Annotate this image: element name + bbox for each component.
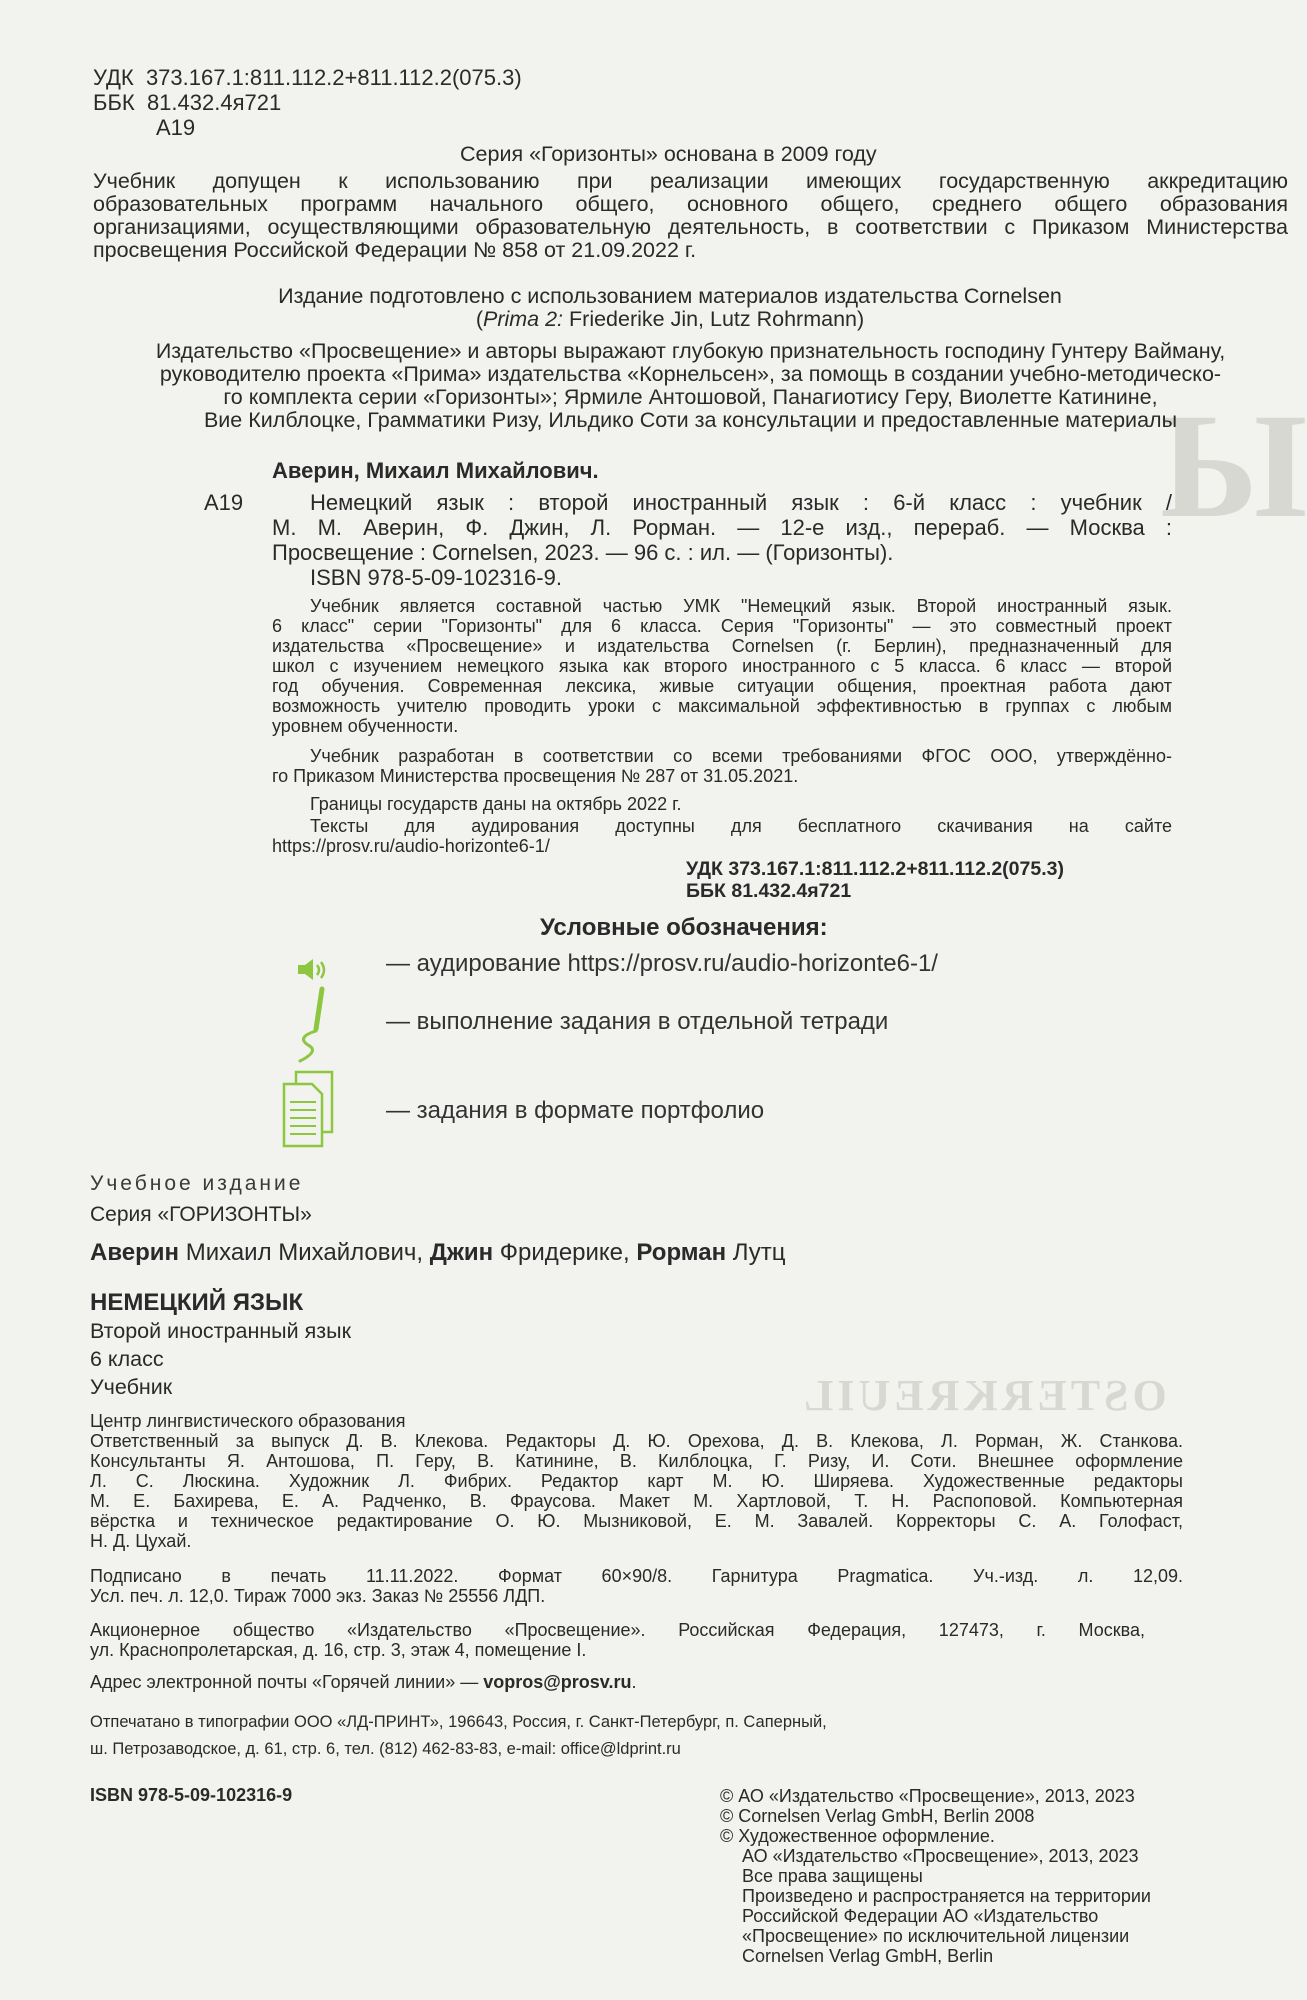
approval-paragraph: Учебник допущен к использованию при реализации имеющих государственную аккредитацию образовательных программ начального общего, основного общего, среднего общего образования организациями, осуществляющими образовательную деятельность, в соответствии с Приказом Министерства просвещения Российской Федерации № 858 от 21.09.2022 г. bbox=[93, 169, 1288, 262]
colophon-type: Учебник bbox=[90, 1375, 173, 1399]
series-note: Серия «Горизонты» основана в 2009 году bbox=[460, 142, 877, 166]
catalog-borders: Границы государств даны на октябрь 2022 г. bbox=[310, 794, 682, 814]
show-through-letter: Ы bbox=[1160, 383, 1307, 549]
cornelsen-note: Издание подготовлено с использованием материалов издательства Cornelsen (Prima 2: Friederike Jin, Lutz Rohrmann) bbox=[278, 284, 1062, 331]
catalog-annotation: Учебник является составной частью УМК "Немецкий язык. Второй иностранный язык. 6 класс" серии "Горизонты" для 6 класса. Серия "Горизонты" — это совместный проект издательства «Просвещение» и издательства Cornelsen (г. Берлин), предназначенный для школ с изучением немецкого языка как второго иностранного с 5 класса. 6 класс — второй год обучения. Современная лексика, живые ситуации общения, проектная работа дают возможность учителю проводить уроки с максимальной эффективностью в группах с любым уровнем обученности. bbox=[272, 596, 1172, 736]
edition-type: Учебное издание bbox=[90, 1172, 304, 1195]
colophon-subtitle: Второй иностранный язык bbox=[90, 1319, 351, 1343]
catalog-entry: Немецкий язык : второй иностранный язык : 6-й класс : учебник / М. М. Аверин, Ф. Джин, Л. Рорман. — 12-е изд., перераб. — Москва : Просвещение : Cornelsen, 2023. — 96 с. : ил. — (Горизонты). ISBN 978-5-09-102316-9. bbox=[272, 490, 1172, 590]
udk-line: УДК 373.167.1:811.112.2+811.112.2(075.3) bbox=[93, 65, 522, 90]
pen-icon bbox=[286, 985, 346, 1065]
acknowledgements: Издательство «Просвещение» и авторы выражают глубокую признательность господину Гунтеру Вайману, руководителю проекта «Прима» издательства «Корнельсен», за помощь в создании учебно-методическо- го комплекта серии «Горизонты»; Ярмиле Антошовой, Панагиотису Геру, Виолетте Катинине, Вие Килблоцке, Грамматики Ризу, Ильдико Соти за консультации и предоставленные материалы bbox=[155, 339, 1226, 432]
legend-title: Условные обозначения: bbox=[540, 914, 828, 941]
colophon-series: Серия «ГОРИЗОНТЫ» bbox=[90, 1203, 312, 1226]
colophon-email-line: Адрес электронной почты «Горячей линии» — vopros@prosv.ru. bbox=[90, 1672, 637, 1692]
author-mark: А19 bbox=[156, 115, 196, 140]
colophon-staff: Ответственный за выпуск Д. В. Клекова. Редакторы Д. Ю. Орехова, Д. В. Клекова, Л. Рорман, Ж. Станкова. Консультанты Я. Антошова, П. Геру, В. Катинине, В. Килблоцка, Г. Ризу, И. Соти. Внешнее оформление Л. С. Люскина. Художник Л. Фибрих. Редактор карт М. Ю. Ширяева. Художественные редакторы М. Е. Бахирева, Е. А. Радченко, В. Фраусова. Макет М. Хартловой, Т. Н. Распоповой. Компьютерная вёрстка и техническое редактирование О. Ю. Мызниковой, Е. М. Завалей. Корректоры С. А. Голофаст, Н. Д. Цухай. bbox=[90, 1431, 1183, 1551]
colophon-title: НЕМЕЦКИЙ ЯЗЫК bbox=[90, 1289, 304, 1316]
bbk-line: ББК 81.432.4я721 bbox=[93, 90, 282, 115]
colophon-isbn: ISBN 978-5-09-102316-9 bbox=[90, 1785, 293, 1805]
legend-notebook: — выполнение задания в отдельной тетради bbox=[386, 1008, 889, 1035]
colophon-grade: 6 класс bbox=[90, 1347, 164, 1371]
colophon-publisher: Акционерное общество «Издательство «Просвещение». Российская Федерация, 127473, г. Москва, ул. Краснопролетарская, д. 16, стр. 3, этаж 4, помещение I. bbox=[90, 1620, 1145, 1660]
colophon-authors: Аверин Михаил Михайлович, Джин Фридерике, Рорман Лутц bbox=[90, 1239, 786, 1266]
legend-portfolio: — задания в формате портфолио bbox=[386, 1097, 765, 1124]
catalog-fgos: Учебник разработан в соответствии со всеми требованиями ФГОС ООО, утверждённо- го Приказом Министерства просвещения № 287 от 31.05.2021. bbox=[272, 746, 1172, 786]
document-icon bbox=[280, 1070, 342, 1150]
catalog-bbk: ББК 81.432.4я721 bbox=[686, 880, 852, 902]
catalog-udk: УДК 373.167.1:811.112.2+811.112.2(075.3) bbox=[686, 858, 1064, 880]
hotline-email[interactable]: vopros@prosv.ru bbox=[483, 1672, 632, 1692]
catalog-mark-text: А19 bbox=[204, 490, 244, 515]
speaker-icon bbox=[296, 955, 336, 985]
legend-audio: — аудирование https://prosv.ru/audio-horizonte6-1/ bbox=[386, 950, 938, 977]
colophon-center: Центр лингвистического образования bbox=[90, 1411, 406, 1431]
catalog-audio: Тексты для аудирования доступны для бесплатного скачивания на сайте https://prosv.ru/audio-horizonte6-1/ bbox=[272, 816, 1172, 856]
colophon-print-info: Подписано в печать 11.11.2022. Формат 60×90/8. Гарнитура Pragmatica. Уч.-изд. л. 12,09. Усл. печ. л. 12,0. Тираж 7000 экз. Заказ № 25556 ЛДП. bbox=[90, 1566, 1183, 1606]
show-through-text: OSTERKREUIL bbox=[800, 1371, 1167, 1420]
catalog-author-heading: Аверин, Михаил Михайлович. bbox=[272, 458, 599, 483]
colophon-printer: Отпечатано в типографии ООО «ЛД-ПРИНТ», 196643, Россия, г. Санкт-Петербург, п. Саперный, ш. Петрозаводское, д. 61, стр. 6, тел. (812) 462-83-83, e-mail: office@ldprint.ru bbox=[90, 1713, 827, 1758]
copyright-block: © АО «Издательство «Просвещение», 2013, 2023 © Cornelsen Verlag GmbH, Berlin 2008 © Художественное оформление. АО «Издательство «Просвещение», 2013, 2023 Все права защищены Произведено и распространяется на территории Российской Федерации АО «Издательство «Просвещение» по исключительной лицензии Cornelsen Verlag GmbH, Berlin bbox=[720, 1786, 1151, 1966]
